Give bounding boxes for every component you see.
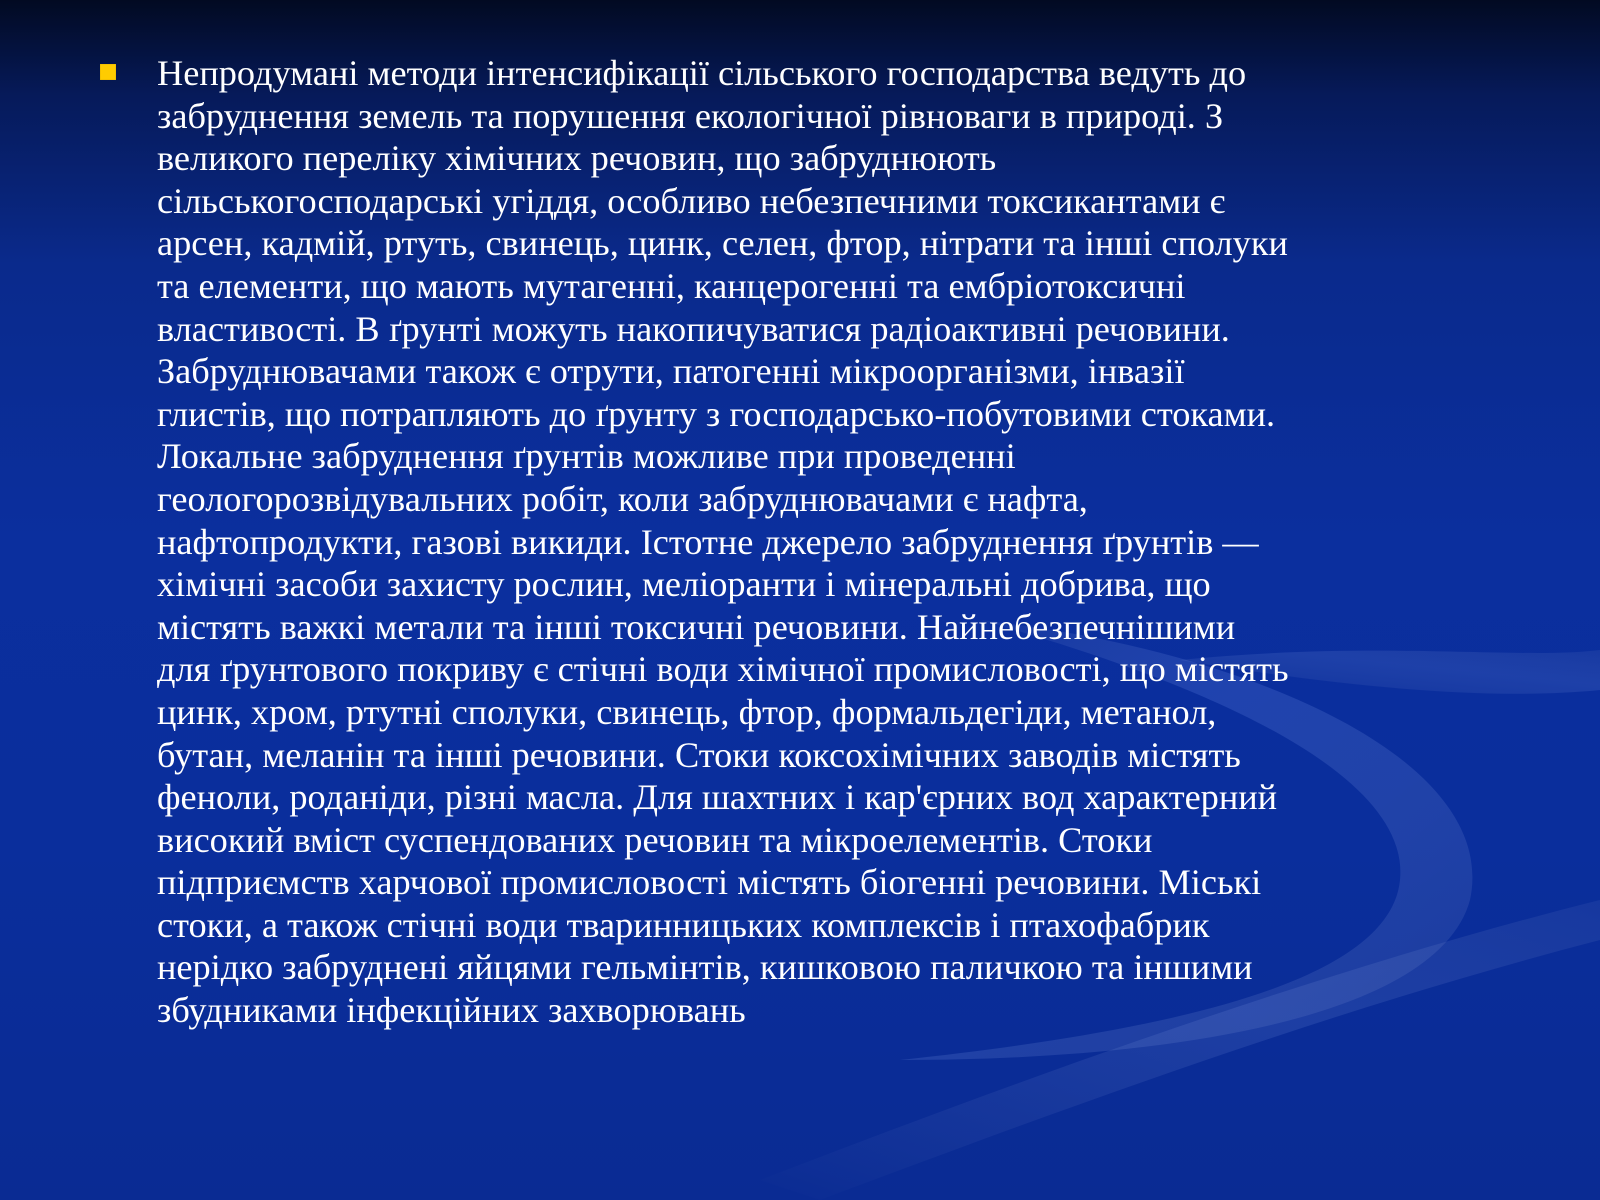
bullet-text: Непродумані методи інтенсифікації сільського господарства ведуть до забруднення земель та порушення екологічної рівноваги в природі. З великого переліку хімічних речовин, що забруднюють сільськогосподарські угіддя, особливо небезпечними токсикантами є арсен, кадмій, ртуть, свинець, цинк, селен, фтор, нітрати та інші сполуки та елементи, що мають мутагенні, канцерогенні та ембріотоксичні властивості. В ґрунті можуть накопичуватися радіоактивні речовини. Забруднювачами також є отрути, патогенні мікроорганізми, інвазії глистів, що потрапляють до ґрунту з господарсько-побутовими стоками. Локальне забруднення ґрунтів можливе при проведенні геологорозвідувальних робіт, коли забруднювачами є нафта, нафтопродукти, газові викиди. Істотне джерело забруднення ґрунтів — хімічні засоби захисту рослин, меліоранти і мінеральні добрива, що містять важкі метали та інші токсичні речовини. Найнебезпечнішими для ґрунтового покриву є стічні води хімічної промисловості, що містять цинк, хром, ртутні сполуки, свинець, фтор, формальдегіди, метанол, бутан, меланін та інші речовини. Стоки коксохімічних заводів містять феноли, роданіди, різні масла. Для шахтних і кар'єрних вод характерний високий вміст суспендованих речовин та мікроелементів. Стоки підприємств харчової промисловості містять біогенні речовини. Міські стоки, а також стічні води тваринницьких комплексів і птахофабрик нерідко забруднені яйцями гельмінтів, кишковою паличкою та іншими збудниками інфекційних захворювань (157, 53, 1289, 1031)
square-bullet-icon (100, 64, 116, 80)
